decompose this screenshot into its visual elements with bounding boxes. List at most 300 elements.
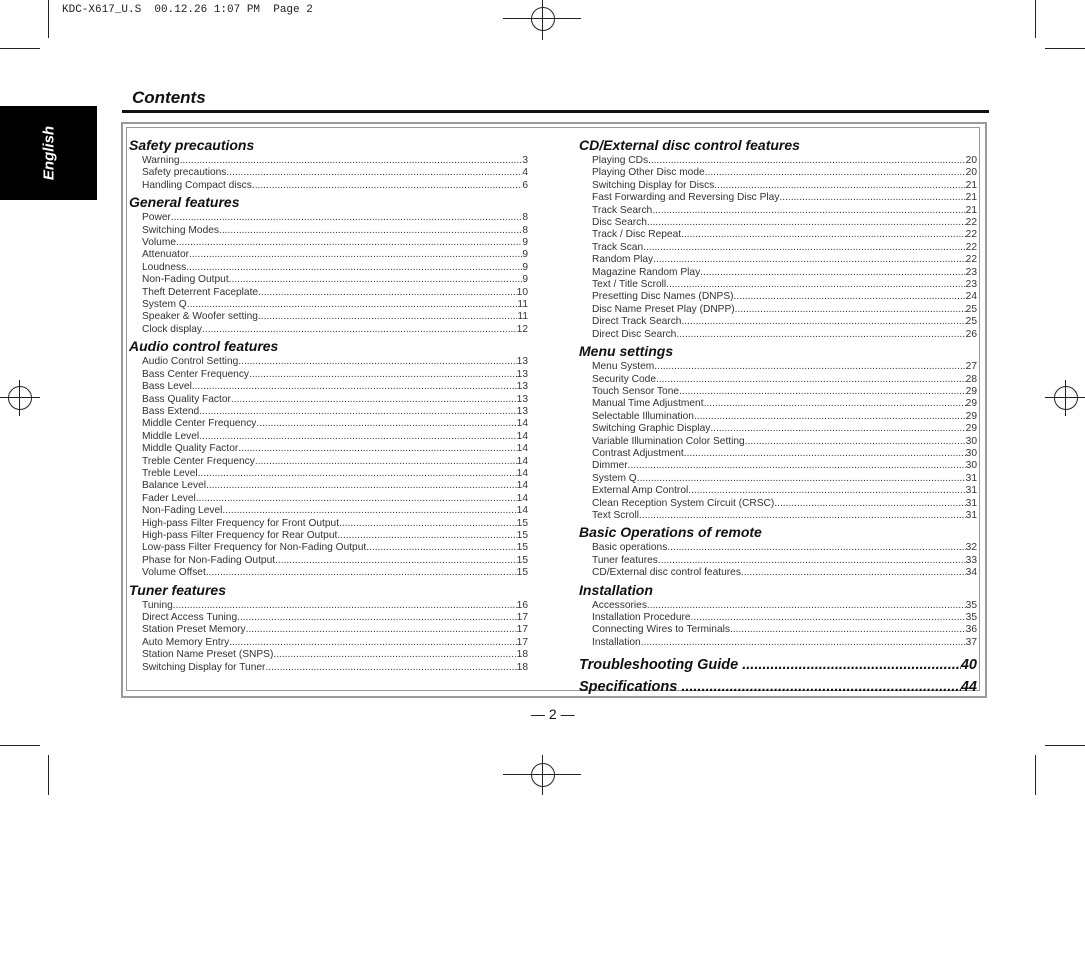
print-header: KDC-X617_U.S 00.12.26 1:07 PM Page 2	[62, 4, 313, 16]
toc-entry-label: Clean Reception System Circuit (CRSC)	[592, 497, 775, 509]
dot-leader	[189, 249, 522, 261]
dot-leader	[681, 229, 966, 241]
toc-entry	[579, 637, 977, 649]
toc-entry-page: 21	[965, 204, 977, 216]
dot-leader	[648, 155, 966, 167]
toc-entry-page: 20	[965, 167, 977, 179]
page-number: — 2 —	[531, 706, 575, 722]
dot-leader	[265, 662, 516, 674]
toc-entry-label: Treble Center Frequency	[142, 455, 255, 467]
dot-leader	[231, 394, 517, 406]
toc-entry	[129, 287, 528, 299]
toc-entry-page: 13	[516, 356, 528, 368]
toc-entry-page: 29	[965, 398, 977, 410]
dot-leader	[700, 267, 965, 279]
dot-leader	[666, 279, 965, 291]
toc-entry-page: 15	[516, 554, 528, 566]
dot-leader	[237, 612, 517, 624]
dot-leader	[637, 473, 966, 485]
dot-leader	[258, 287, 517, 299]
toc-entry-page: 30	[965, 460, 977, 472]
dot-leader	[206, 567, 517, 579]
toc-entry-label: Station Preset Memory	[142, 624, 246, 636]
toc-entry-page: 26	[965, 328, 977, 340]
toc-entry-label: Warning	[142, 155, 180, 166]
toc-entry-label: Treble Level	[142, 467, 198, 479]
crop-mark	[1045, 745, 1085, 746]
title-rule	[122, 110, 989, 113]
crop-mark	[0, 745, 40, 746]
dot-leader	[656, 374, 966, 386]
toc-entry	[579, 267, 977, 279]
toc-entry	[579, 555, 977, 567]
toc-entry	[129, 394, 528, 406]
toc-entry	[129, 624, 528, 636]
toc-entry-label: Handling Compact discs	[142, 179, 252, 191]
toc-entry	[129, 406, 528, 418]
toc-entry-label: Dimmer	[592, 460, 628, 472]
toc-entry	[579, 498, 977, 510]
page-title: Contents	[132, 88, 206, 107]
toc-entry-label: Track Search	[592, 204, 653, 216]
toc-entry-page: 21	[965, 179, 977, 191]
crop-mark	[48, 755, 49, 795]
toc-entry	[129, 480, 528, 492]
dot-leader	[199, 431, 516, 443]
toc-entry-label: Contrast Adjustment	[592, 447, 684, 459]
toc-entry	[129, 493, 528, 505]
toc-entry-label: Tuner features	[592, 554, 658, 566]
toc-entry	[129, 369, 528, 381]
toc-entry-page: 28	[965, 373, 977, 385]
toc-entry-page: 14	[516, 480, 528, 492]
section-title: Audio control features	[129, 338, 279, 355]
toc-entry-page: 30	[965, 435, 977, 447]
toc-entry	[579, 436, 977, 448]
dot-leader	[219, 225, 522, 237]
toc-entry-page: 14	[516, 505, 528, 517]
toc-entry-label: Presetting Disc Names (DNPS)	[592, 291, 734, 303]
toc-entry-page: 15	[516, 567, 528, 579]
toc-entry	[579, 460, 977, 472]
toc-entry-page: 23	[965, 279, 977, 291]
toc-entry-label: Non-Fading Level	[142, 505, 223, 517]
toc-entry-page: 23	[965, 266, 977, 278]
toc-entry-label: Loudness	[142, 261, 187, 273]
dot-leader	[628, 460, 966, 472]
toc-entry-label: Auto Memory Entry	[142, 636, 230, 648]
toc-entry-label: High-pass Filter Frequency for Rear Output	[142, 529, 338, 541]
toc-entry	[579, 423, 977, 435]
registration-circle	[1054, 386, 1078, 410]
toc-entry-page: 14	[516, 492, 528, 504]
toc-entry-page: 17	[516, 636, 528, 648]
toc-entry-label: System Q	[142, 299, 187, 311]
dot-leader	[710, 423, 965, 435]
toc-entry-label: Power	[142, 212, 171, 224]
dot-leader	[647, 600, 966, 612]
dot-leader	[652, 205, 965, 217]
toc-entry-page: 35	[965, 599, 977, 611]
toc-entry-page: 12	[516, 323, 528, 335]
dot-leader	[202, 324, 517, 336]
toc-entry-label: CD/External disc control features	[592, 567, 741, 579]
dot-leader	[256, 418, 516, 430]
toc-entry	[129, 225, 528, 237]
crop-mark	[0, 48, 40, 49]
toc-entry-label: Switching Modes	[142, 224, 220, 236]
dot-leader	[252, 180, 522, 192]
toc-entry-page: 9	[522, 237, 528, 249]
dot-leader	[273, 649, 516, 661]
dot-leader	[694, 411, 966, 423]
dot-leader	[337, 530, 516, 542]
registration-circle	[531, 7, 555, 31]
toc-entry-page: 25	[965, 316, 977, 328]
dot-leader	[684, 448, 966, 460]
toc-entry	[129, 555, 528, 567]
toc-entry-page: 25	[965, 303, 977, 315]
toc-entry-label: Low-pass Filter Frequency for Non-Fading Output	[142, 542, 367, 554]
toc-entry-label: Balance Level	[142, 480, 207, 492]
toc-entry-page: 13	[516, 368, 528, 380]
toc-entry-label: Fader Level	[142, 492, 196, 504]
toc-entry-label: Fast Forwarding and Reversing Disc Play	[592, 192, 780, 204]
dot-leader	[774, 498, 965, 510]
dot-leader	[779, 192, 965, 204]
toc-entry	[579, 316, 977, 328]
dot-leader	[741, 567, 966, 579]
dot-leader	[681, 677, 961, 697]
crop-mark	[1045, 48, 1085, 49]
toc-entry	[579, 448, 977, 460]
toc-entry	[579, 180, 977, 192]
toc-entry-label: Manual Time Adjustment	[592, 398, 704, 410]
toc-entry-label: Security Code	[592, 373, 656, 385]
toc-entry	[579, 217, 977, 229]
toc-entry	[579, 242, 977, 254]
toc-entry-page: 27	[965, 361, 977, 373]
toc-entry-label: Track Scan	[592, 241, 644, 253]
major-toc-entry	[579, 677, 977, 697]
dot-leader	[679, 386, 966, 398]
toc-entry-label: External Amp Control	[592, 485, 689, 497]
toc-entry-label: Magazine Random Play	[592, 266, 701, 278]
dot-leader	[639, 510, 966, 522]
section-title: Basic Operations of remote	[579, 524, 762, 541]
dot-leader	[704, 398, 966, 410]
toc-entry	[579, 600, 977, 612]
dot-leader	[667, 542, 965, 554]
toc-entry	[579, 205, 977, 217]
dot-leader	[742, 655, 961, 675]
toc-entry	[579, 229, 977, 241]
section-title: General features	[129, 194, 240, 211]
toc-entry-page: 9	[522, 274, 528, 286]
toc-entry-label: Direct Access Tuning	[142, 612, 238, 623]
toc-entry-page: 37	[965, 636, 977, 648]
dot-leader	[226, 167, 522, 179]
toc-entry-page: 35	[965, 612, 977, 623]
toc-entry-page: 29	[965, 410, 977, 422]
toc-entry-page: 13	[516, 381, 528, 393]
toc-entry	[579, 386, 977, 398]
toc-entry-label: Bass Level	[142, 381, 192, 393]
dot-leader	[199, 406, 516, 418]
toc-entry	[579, 567, 977, 579]
toc-entry-page: 29	[965, 385, 977, 397]
language-tab	[0, 106, 97, 200]
toc-entry	[129, 612, 528, 624]
toc-entry	[129, 274, 528, 286]
toc-entry	[129, 262, 528, 274]
toc-entry	[579, 254, 977, 266]
toc-entry-label: Bass Extend	[142, 405, 200, 417]
toc-entry-label: Track / Disc Repeat	[592, 229, 682, 241]
language-tab-label: English	[40, 125, 57, 181]
dot-leader	[275, 555, 517, 567]
toc-entry-page: 17	[516, 624, 528, 636]
toc-entry-page: 18	[516, 649, 528, 661]
dot-leader	[734, 291, 966, 303]
dot-leader	[714, 180, 965, 192]
toc-entry	[129, 600, 528, 612]
toc-entry-label: Middle Level	[142, 430, 200, 442]
toc-entry-label: Volume	[142, 237, 176, 249]
toc-entry-label: Direct Disc Search	[592, 328, 677, 340]
registration-circle	[531, 763, 555, 787]
toc-entry-label: Bass Center Frequency	[142, 368, 250, 380]
dot-leader	[238, 356, 516, 368]
toc-entry	[579, 279, 977, 291]
toc-entry-page: 10	[516, 286, 528, 298]
toc-entry-page: 15	[516, 529, 528, 541]
toc-entry	[579, 612, 977, 624]
toc-entry-label: Middle Quality Factor	[142, 443, 239, 455]
dot-leader	[641, 637, 966, 649]
toc-entry	[579, 485, 977, 497]
crop-mark	[48, 0, 49, 38]
dot-leader	[681, 316, 965, 328]
dot-leader	[173, 600, 517, 612]
toc-entry-label: Volume Offset	[142, 567, 206, 579]
toc-entry	[579, 473, 977, 485]
toc-entry-label: Text / Title Scroll	[592, 279, 667, 291]
major-toc-entry	[579, 655, 977, 675]
toc-entry-label: System Q	[592, 472, 637, 484]
toc-entry-page: 9	[522, 261, 528, 273]
section-title: Menu settings	[579, 343, 674, 360]
dot-leader	[691, 612, 966, 624]
toc-entry	[579, 167, 977, 179]
toc-entry	[129, 167, 528, 179]
toc-entry-label: Audio Control Setting	[142, 356, 239, 368]
toc-entry-page: 36	[965, 624, 977, 636]
section-title: Safety precautions	[129, 137, 255, 153]
toc-entry	[579, 291, 977, 303]
toc-entry-label: Attenuator	[142, 249, 190, 261]
toc-entry-page: 8	[522, 212, 528, 224]
dot-leader	[192, 381, 517, 393]
toc-entry-page: 22	[965, 254, 977, 266]
toc-entry-label: High-pass Filter Frequency for Front Output	[142, 517, 340, 529]
section-title: Installation	[579, 581, 653, 598]
toc-entry	[129, 443, 528, 455]
toc-entry-page: 20	[965, 155, 977, 166]
dot-leader	[647, 217, 966, 229]
dot-leader	[255, 456, 517, 468]
toc-entry-label: Random Play	[592, 254, 654, 266]
toc-entry-label: Theft Deterrent Faceplate	[142, 286, 259, 298]
section-title: Tuner features	[129, 581, 226, 598]
toc-entry	[579, 542, 977, 554]
toc-entry-label: Middle Center Frequency	[142, 418, 257, 430]
toc-entry	[129, 431, 528, 443]
dot-leader	[258, 311, 518, 323]
toc-entry-label: Bass Quality Factor	[142, 393, 231, 405]
dot-leader	[339, 518, 517, 530]
major-toc-entry-page: 44	[960, 679, 977, 696]
dot-leader	[198, 468, 517, 480]
toc-entry-page: 9	[522, 249, 528, 261]
toc-entry-label: Installation	[592, 636, 641, 648]
toc-entry-label: Direct Track Search	[592, 316, 682, 328]
toc-left-column	[129, 135, 528, 674]
toc-entry-page: 33	[965, 554, 977, 566]
toc-entry-page: 22	[965, 217, 977, 229]
toc-entry-page: 3	[522, 155, 528, 166]
toc-entry-page: 34	[965, 567, 977, 579]
toc-entry-page: 14	[516, 418, 528, 430]
toc-entry-label: Speaker & Woofer setting	[142, 311, 258, 323]
dot-leader	[658, 555, 966, 567]
toc-entry-label: Safety precautions	[142, 167, 227, 179]
toc-entry	[129, 468, 528, 480]
toc-entry-page: 30	[965, 447, 977, 459]
registration-circle	[8, 386, 32, 410]
toc-entry-label: Accessories	[592, 599, 647, 611]
toc-entry-page: 18	[516, 661, 528, 673]
toc-entry-label: Connecting Wires to Terminals	[592, 624, 730, 636]
toc-entry-label: Station Name Preset (SNPS)	[142, 649, 274, 661]
toc-entry-page: 15	[516, 517, 528, 529]
toc-entry	[579, 374, 977, 386]
toc-entry	[579, 304, 977, 316]
toc-entry-page: 31	[965, 497, 977, 509]
toc-right-column	[579, 135, 977, 697]
toc-entry-page: 11	[517, 311, 528, 323]
section-title: CD/External disc control features	[579, 137, 800, 153]
dot-leader	[643, 242, 966, 254]
toc-entry	[129, 311, 528, 323]
toc-entry-label: Phase for Non-Fading Output	[142, 554, 276, 566]
toc-entry-label: Menu System	[592, 361, 655, 373]
toc-entry-page: 14	[516, 443, 528, 455]
toc-entry-page: 4	[522, 167, 528, 179]
toc-entry	[129, 456, 528, 468]
crop-mark	[1035, 0, 1036, 38]
dot-leader	[222, 505, 516, 517]
dot-leader	[653, 254, 966, 266]
dot-leader	[180, 155, 523, 167]
toc-entry-page: 14	[516, 467, 528, 479]
toc-entry-label: Disc Name Preset Play (DNPP)	[592, 303, 735, 315]
toc-entry-page: 31	[965, 485, 977, 497]
toc-entry-page: 29	[965, 423, 977, 435]
toc-entry	[129, 542, 528, 554]
toc-entry-page: 31	[965, 509, 977, 521]
toc-entry	[129, 637, 528, 649]
toc-entry-page: 13	[516, 393, 528, 405]
toc-entry	[129, 249, 528, 261]
toc-entry	[129, 237, 528, 249]
dot-leader	[196, 493, 517, 505]
major-toc-entry-label: Specifications	[579, 679, 678, 696]
dot-leader	[229, 637, 516, 649]
toc-entry	[129, 662, 528, 674]
toc-entry	[579, 624, 977, 636]
dot-leader	[688, 485, 965, 497]
toc-entry-label: Variable Illumination Color Setting	[592, 435, 745, 447]
toc-entry	[129, 324, 528, 336]
toc-entry	[129, 505, 528, 517]
dot-leader	[705, 167, 966, 179]
toc-entry	[129, 212, 528, 224]
toc-entry-page: 11	[517, 299, 528, 311]
toc-entry-label: Switching Graphic Display	[592, 423, 711, 435]
toc-entry-label: Touch Sensor Tone	[592, 385, 680, 397]
toc-entry-label: Playing CDs	[592, 155, 649, 166]
dot-leader	[246, 624, 517, 636]
toc-entry	[579, 398, 977, 410]
toc-entry	[129, 299, 528, 311]
dot-leader	[654, 361, 965, 373]
toc-entry	[129, 356, 528, 368]
toc-entry	[579, 411, 977, 423]
toc-entry	[579, 155, 977, 167]
major-toc-entry-label: Troubleshooting Guide	[579, 657, 739, 674]
toc-entry	[129, 518, 528, 530]
dot-leader	[229, 274, 523, 286]
toc-entry-page: 22	[965, 229, 977, 241]
dot-leader	[730, 624, 966, 636]
toc-entry-page: 13	[516, 405, 528, 417]
dot-leader	[366, 542, 516, 554]
toc-entry-page: 21	[965, 192, 977, 204]
toc-entry	[129, 180, 528, 192]
toc-entry-page: 32	[965, 542, 977, 554]
toc-entry-label: Disc Search	[592, 217, 647, 229]
toc-entry-label: Installation Procedure	[592, 612, 691, 623]
toc-entry-label: Switching Display for Discs	[592, 179, 715, 191]
dot-leader	[745, 436, 966, 448]
toc-entry-label: Clock display	[142, 323, 203, 335]
dot-leader	[676, 329, 965, 341]
toc-entry-label: Text Scroll	[592, 509, 639, 521]
toc-entry-page: 31	[965, 472, 977, 484]
dot-leader	[206, 480, 517, 492]
toc-entry-page: 15	[516, 542, 528, 554]
toc-entry	[579, 361, 977, 373]
toc-entry	[129, 155, 528, 167]
toc-entry	[129, 381, 528, 393]
dot-leader	[176, 237, 522, 249]
toc-entry-label: Non-Fading Output	[142, 274, 229, 286]
dot-leader	[238, 443, 516, 455]
toc-entry-label: Selectable Illumination	[592, 410, 694, 422]
toc-entry-label: Tuning	[142, 599, 173, 611]
toc-entry	[129, 530, 528, 542]
